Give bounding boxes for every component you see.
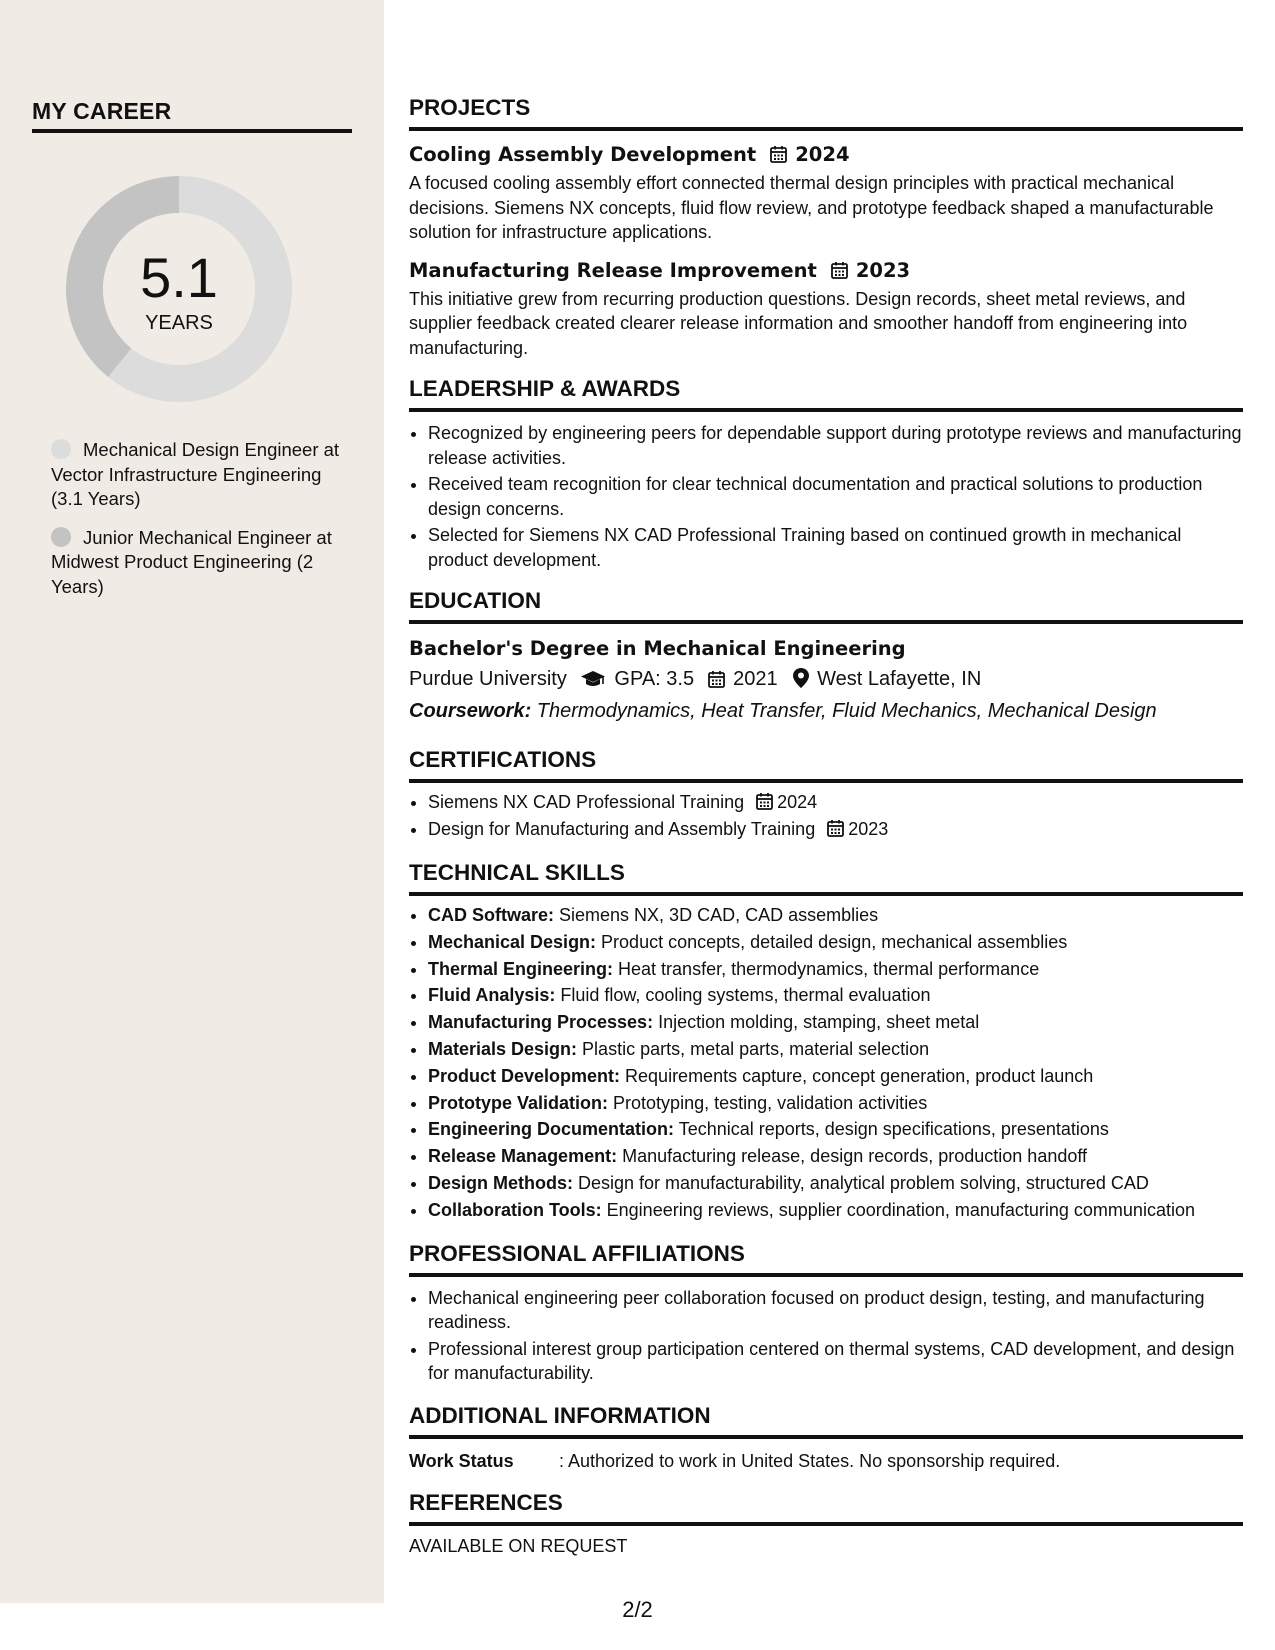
degree-title: Bachelor's Degree in Mechanical Engineering xyxy=(409,637,906,660)
awards-section xyxy=(409,375,1243,572)
years-unit: YEARS xyxy=(145,312,213,334)
project-name: Cooling Assembly Development xyxy=(409,143,757,166)
list-item xyxy=(428,1090,1243,1117)
career-item-text: Mechanical Design Engineer at Vector Infrastructure Engineering (3.1 Years) xyxy=(51,439,340,509)
skill-value: Injection molding, stamping, sheet metal xyxy=(653,1012,980,1033)
list-item xyxy=(428,789,1243,816)
school-location: West Lafayette, IN xyxy=(817,668,982,690)
list-item: • Recognized by engineering peers for dependable support during prototype reviews and manufacturing release activities. xyxy=(428,421,1243,470)
skill-label: CAD Software: xyxy=(428,905,555,925)
career-item xyxy=(51,526,341,600)
legend-dot xyxy=(51,527,71,547)
list-item xyxy=(428,1116,1243,1143)
certification-year: 2023 xyxy=(848,819,889,839)
career-item xyxy=(51,438,341,512)
skill-label: Design Methods: xyxy=(428,1172,574,1193)
list-item xyxy=(428,956,1243,983)
section-title: CERTIFICATIONS xyxy=(409,746,1243,783)
skills-section xyxy=(409,859,1243,1224)
project-description: This initiative grew from recurring production questions. Design records, sheet metal reviews, and supplier feedback created clearer release information and smoother handoff from engineering into manufacturing. xyxy=(409,288,1188,358)
work-status-value: : Authorized to work in United States. No sponsorship required. xyxy=(559,1450,1061,1471)
sidebar-title-rule xyxy=(32,129,352,133)
skill-value: Prototyping, testing, validation activities xyxy=(608,1092,928,1113)
main-content xyxy=(409,94,1243,1557)
work-status-label: Work Status xyxy=(409,1450,514,1471)
skill-value: Heat transfer, thermodynamics, thermal performance xyxy=(613,958,1040,979)
calendar-icon xyxy=(770,145,787,163)
awards-list xyxy=(409,421,1243,572)
references-text: AVAILABLE ON REQUEST xyxy=(409,1535,628,1556)
career-item-text: Junior Mechanical Engineer at Midwest Product Engineering (2 Years) xyxy=(51,526,332,597)
skill-value: Siemens NX, 3D CAD, CAD assemblies xyxy=(554,905,879,925)
list-item xyxy=(428,929,1243,956)
project-year: 2023 xyxy=(855,258,911,282)
section-title: ADDITIONAL INFORMATION xyxy=(409,1402,1243,1439)
certification-name: Siemens NX CAD Professional Training xyxy=(428,792,745,812)
skill-label: Product Development: xyxy=(428,1065,621,1086)
gpa: GPA: 3.5 xyxy=(614,668,695,690)
list-item xyxy=(428,1143,1243,1170)
list-item xyxy=(428,1170,1243,1197)
skill-label: Materials Design: xyxy=(428,1038,578,1059)
calendar-icon xyxy=(827,819,844,837)
list-item xyxy=(428,1036,1243,1063)
project-title xyxy=(409,142,1243,168)
skill-label: Fluid Analysis: xyxy=(428,985,556,1006)
list-item xyxy=(428,1063,1243,1090)
skill-value: Fluid flow, cooling systems, thermal evaluation xyxy=(555,985,931,1006)
skill-value: Product concepts, detailed design, mechanical assemblies xyxy=(596,931,1068,952)
skill-label: Engineering Documentation: xyxy=(428,1119,675,1140)
skill-label: Prototype Validation: xyxy=(428,1092,609,1113)
list-item: • Mechanical engineering peer collaboration focused on product design, testing, and manufacturing readiness. xyxy=(428,1286,1243,1335)
list-item xyxy=(428,1009,1243,1036)
skills-list xyxy=(409,902,1243,1224)
skill-label: Mechanical Design: xyxy=(428,931,597,952)
calendar-icon xyxy=(831,261,848,279)
calendar-icon xyxy=(708,670,725,688)
skill-value: Engineering reviews, supplier coordination, manufacturing communication xyxy=(601,1199,1195,1220)
list-item: • Selected for Siemens NX CAD Professional Training based on continued growth in mechanical product development. xyxy=(428,523,1243,572)
skill-value: Requirements capture, concept generation, product launch xyxy=(620,1065,1094,1086)
page-number: 2/2 xyxy=(622,1597,653,1622)
sidebar xyxy=(0,0,384,1603)
coursework-label: Coursework: xyxy=(409,700,532,722)
career-legend xyxy=(51,438,341,613)
certifications-section xyxy=(409,746,1243,843)
skill-value: Technical reports, design specifications, presentations xyxy=(674,1119,1109,1140)
project-description: A focused cooling assembly effort connected thermal design principles with practical mechanical decisions. Siemens NX concepts, fluid flow review, and prototype feedback shaped a manufacturable solution for infrastructure applications. xyxy=(409,173,1214,242)
calendar-icon xyxy=(756,792,773,810)
skill-label: Manufacturing Processes: xyxy=(428,1012,654,1033)
skill-label: Collaboration Tools: xyxy=(428,1199,602,1220)
references-section xyxy=(409,1489,1243,1557)
list-item: • Received team recognition for clear technical documentation and practical solutions to production design concerns. xyxy=(428,472,1243,521)
work-status-row xyxy=(409,1449,1243,1473)
list-item xyxy=(428,816,1243,843)
affiliations-section xyxy=(409,1240,1243,1386)
school-name: Purdue University xyxy=(409,668,567,690)
section-title: REFERENCES xyxy=(409,1489,1243,1526)
section-title: PROJECTS xyxy=(409,94,1243,131)
skill-value: Design for manufacturability, analytical problem solving, structured CAD xyxy=(573,1172,1149,1193)
graduation-cap-icon xyxy=(580,670,606,688)
list-item: • Professional interest group participation centered on thermal systems, CAD development, and design for manufacturability. xyxy=(428,1337,1243,1386)
map-pin-icon xyxy=(793,668,809,688)
education-meta xyxy=(409,664,1243,694)
years-value: 5.1 xyxy=(140,246,218,309)
project-year: 2024 xyxy=(795,143,850,166)
section-title: LEADERSHIP & AWARDS xyxy=(409,375,1243,412)
skill-value: Manufacturing release, design records, production handoff xyxy=(617,1146,1088,1167)
affiliations-list xyxy=(409,1286,1243,1386)
coursework-value: Thermodynamics, Heat Transfer, Fluid Mechanics, Mechanical Design xyxy=(531,700,1157,722)
additional-section xyxy=(409,1402,1243,1473)
projects-section xyxy=(409,94,1243,360)
skill-value: Plastic parts, metal parts, material selection xyxy=(577,1038,930,1059)
certification-year: 2024 xyxy=(777,792,818,812)
list-item xyxy=(428,1197,1243,1224)
skill-label: Thermal Engineering: xyxy=(428,958,614,979)
skill-label: Release Management: xyxy=(428,1146,618,1167)
section-title: TECHNICAL SKILLS xyxy=(409,859,1243,896)
list-item xyxy=(428,902,1243,929)
certification-name: Design for Manufacturing and Assembly Training xyxy=(428,819,816,839)
coursework xyxy=(409,696,1243,726)
section-title: PROFESSIONAL AFFILIATIONS xyxy=(409,1240,1243,1277)
list-item xyxy=(428,982,1243,1009)
sidebar-title: MY CAREER xyxy=(32,98,172,124)
section-title: EDUCATION xyxy=(409,587,1243,624)
education-section xyxy=(409,587,1243,726)
graduation-year: 2021 xyxy=(733,668,778,690)
project-title xyxy=(409,258,1243,284)
project-name: Manufacturing Release Improvement xyxy=(409,258,817,282)
legend-dot xyxy=(51,439,71,459)
certifications-list xyxy=(409,789,1243,843)
